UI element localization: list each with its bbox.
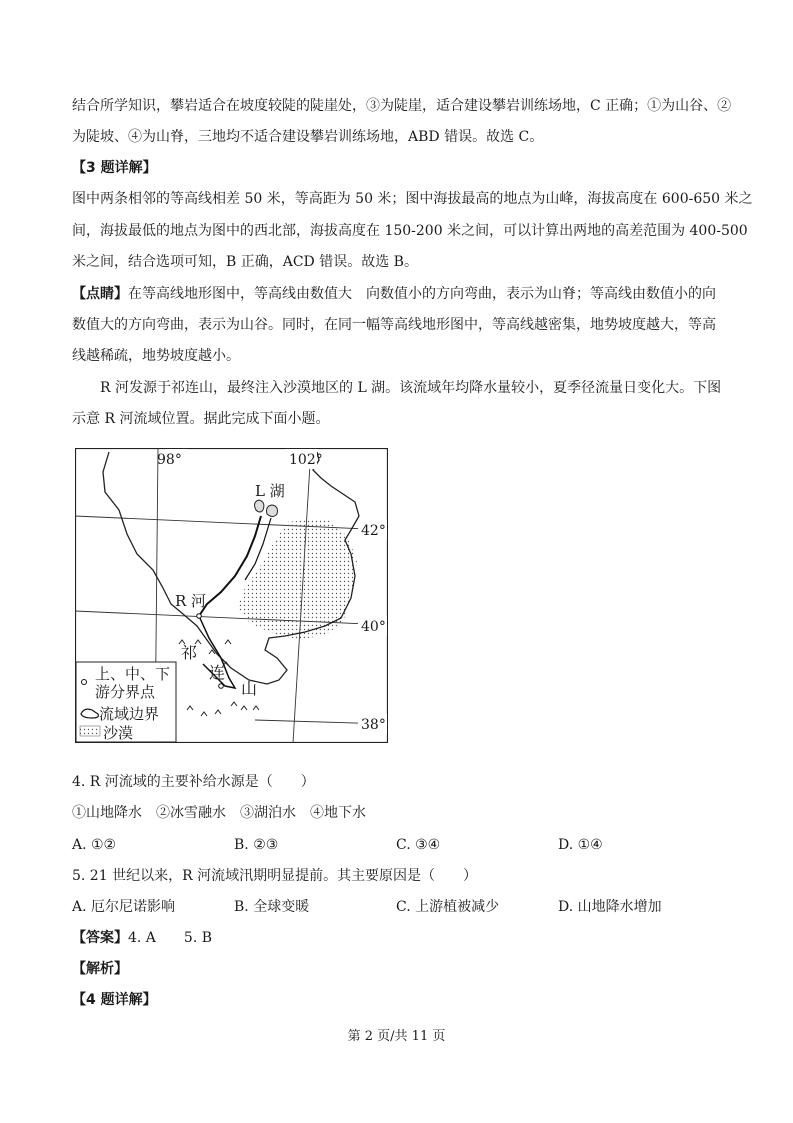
answer-text: 4. A 5. B [128, 930, 213, 946]
paragraph-line: 结合所学知识，攀岩适合在坡度较陡的陡崖处，③为陡崖，适合建设攀岩训练场地，C 正确；①为山谷、② [72, 98, 732, 114]
paragraph-line: 米之间，结合选项可知，B 正确，ACD 错误。故选 B。 [72, 254, 418, 270]
lon-98-label: 98° [157, 452, 182, 468]
q5-option-a: A. 厄尔尼诺影响 [72, 899, 176, 915]
legend-desert-label: 沙漠 [103, 724, 134, 742]
tip-text: 在等高线地形图中，等高线由数值大 向数值小的方向弯曲，表示为山脊；等高线由数值小的向 [128, 286, 716, 302]
q5-option-d: D. 山地降水增加 [558, 899, 662, 915]
q4-option-d: D. ①④ [558, 837, 603, 853]
mountain-label-shan: 山 [241, 679, 258, 698]
division-point-2 [219, 684, 224, 689]
q4-stem: 4. R 河流域的主要补给水源是（ ） [72, 774, 315, 790]
paragraph-line: 图中两条相邻的等高线相差 50 米，等高距为 50 米；图中海拔最高的地点为山峰，海拔高度在 600-650 米之 [72, 191, 753, 207]
q5-option-c: C. 上游植被减少 [396, 899, 500, 915]
analysis-heading: 【解析】 [72, 961, 128, 977]
lake-l-east [267, 505, 278, 517]
answer-line [72, 928, 724, 948]
legend-desert-icon [80, 726, 100, 736]
q4-option-a: A. ①② [72, 837, 117, 853]
r-river-label: R 河 [175, 592, 207, 610]
mountain-label-lian: 连 [209, 663, 226, 682]
legend-point-label-1: 上、中、下 [95, 665, 171, 683]
q5-stem: 5. 21 世纪以来，R 河流域汛期明显提前。其主要原因是（ ） [72, 868, 478, 884]
paragraph-line: 线越稀疏，地势坡度越小。 [72, 348, 240, 364]
q4-option-b: B. ②③ [234, 837, 279, 853]
q4-detail-heading: 【4 题详解】 [72, 992, 157, 1008]
paragraph-line: 示意 R 河流域位置。据此完成下面小题。 [72, 411, 330, 427]
tip-line [72, 284, 724, 304]
lat-42-label: 42° [361, 523, 386, 539]
paragraph-line: 间，海拔最低的地点为图中的西北部，海拔高度在 150-200 米之间，可以计算出两地的高差范围为 400-500 [72, 223, 748, 239]
lake-l-west [255, 500, 264, 512]
r-river-basin-map [75, 448, 388, 743]
paragraph-line: 数值大的方向弯曲，表示为山谷。同时，在同一幅等高线地形图中，等高线越密集，地势坡度越大，等高 [72, 317, 716, 333]
legend-point-label-2: 游分界点 [95, 683, 156, 701]
q3-detail-heading: 【3 题详解】 [72, 160, 157, 176]
lake-l-label: L 湖 [255, 482, 285, 500]
lat-38-label: 38° [361, 717, 386, 733]
paragraph-line: 为陡坡、④为山脊，三地均不适合建设攀岩训练场地，ABD 错误。故选 C。 [72, 129, 544, 145]
lon-102-label: 102° [289, 452, 323, 468]
mountain-label-qi: 祁 [181, 643, 198, 662]
legend-boundary-label: 流域边界 [99, 705, 160, 723]
q5-option-b: B. 全球变暖 [234, 899, 310, 915]
answer-heading: 【答案】 [72, 930, 128, 946]
q4-option-c: C. ③④ [396, 837, 441, 853]
tip-heading: 【点睛】 [72, 286, 128, 302]
lat-40-label: 40° [361, 619, 386, 635]
division-point-1 [197, 614, 202, 619]
q4-items: ①山地降水 ②冰雪融水 ③湖泊水 ④地下水 [72, 805, 366, 821]
paragraph-line: R 河发源于祁连山，最终注入沙漠地区的 L 湖。该流域年均降水量较小，夏季径流量日变化大。下图 [100, 380, 722, 396]
legend-point-icon [82, 680, 87, 685]
page-footer: 第 2 页/共 11 页 [347, 1029, 446, 1044]
